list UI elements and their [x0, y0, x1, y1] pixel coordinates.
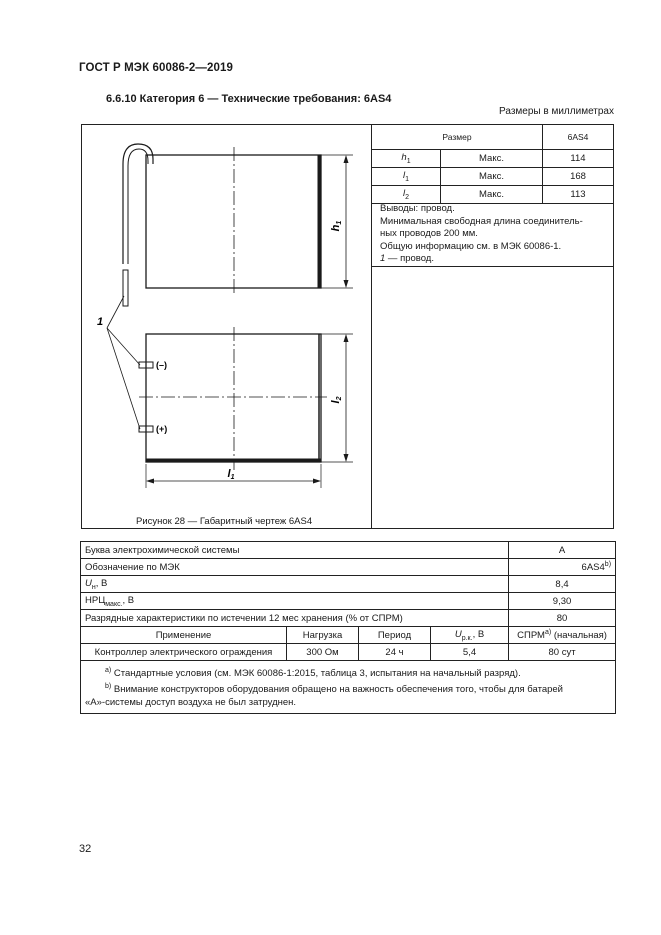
note-line: Общую информацию см. в МЭК 60086-1. [380, 241, 562, 252]
application-header-row [81, 627, 616, 644]
dimension-limit: Макс. [441, 168, 543, 186]
battery-drawing [81, 124, 371, 529]
bottom-view-body [146, 334, 321, 462]
callout-leader-top [107, 296, 124, 328]
footnotes-row [81, 661, 616, 714]
positive-terminal-label: (+) [156, 424, 168, 434]
table-footnotes [81, 661, 616, 714]
application-period: 24 ч [359, 644, 431, 661]
dimension-value: 168 [543, 168, 614, 186]
lead-lower-segment [123, 270, 128, 306]
properties-table [80, 541, 616, 714]
application-name: Контроллер электрического ограждения [81, 644, 287, 661]
header-load: Нагрузка [287, 627, 359, 644]
application-row [81, 644, 616, 661]
footnote-b-continued: «А»-системы доступ воздуха не был затруднен. [85, 697, 297, 709]
property-label: $U_н$, В [81, 576, 509, 593]
note-line: Выводы: провод. [380, 203, 455, 214]
page-number: 32 [79, 843, 92, 855]
dimension-symbol: $h_1$ [372, 150, 441, 168]
section-title: 6.6.10 Категория 6 — Технические требования: 6AS4 [106, 93, 392, 105]
dimension-limit: Макс. [441, 150, 543, 168]
units-note: Размеры в миллиметрах [499, 106, 614, 117]
footnote-a: $^{a)}$ Стандартные условия (см. МЭК 60086-1:2015, таблица 3, испытания на начальный разряд). [105, 667, 521, 680]
dimension-row [372, 168, 613, 186]
property-label: Разрядные характеристики по истечении 12 мес хранения (% от СПРМ) [81, 610, 509, 627]
application-sprm: 80 сут [509, 644, 616, 661]
property-label: $НРЦ_{макс.}$, В [81, 593, 509, 610]
lead-wire-inner [128, 149, 148, 264]
document-header: ГОСТ Р МЭК 60086-2—2019 [79, 62, 233, 74]
header-type: 6AS4 [543, 125, 614, 150]
property-value: 8,4 [509, 576, 616, 593]
dimension-symbol: $l_1$ [372, 168, 441, 186]
dimension-value: 113 [543, 186, 614, 204]
application-end-voltage: 5,4 [431, 644, 509, 661]
figure-notes [372, 199, 613, 267]
l2-label: l2 [330, 396, 343, 404]
dimension-table-header [372, 125, 613, 150]
callout-leader-bottom [107, 328, 140, 429]
header-application: Применение [81, 627, 287, 644]
negative-terminal-label: (–) [156, 360, 167, 370]
property-row [81, 576, 616, 593]
top-view-body [146, 155, 321, 288]
footnote-b: $^{b)}$ Внимание конструкторов оборудования обращено на важность обеспечения того, чтобы для батарей [105, 683, 563, 696]
l1-label: l1 [227, 468, 235, 481]
note-line: ных проводов 200 мм. [380, 228, 478, 239]
header-period: Период [359, 627, 431, 644]
header-size: Размер [372, 125, 543, 150]
dimension-row [372, 150, 613, 168]
property-value: 6AS4$^{b)}$ [509, 559, 616, 576]
dimension-limit: Макс. [441, 186, 543, 204]
property-value: 80 [509, 610, 616, 627]
note-line: 1 — провод. [380, 253, 434, 264]
property-value: A [509, 542, 616, 559]
property-row [81, 559, 616, 576]
figure-caption: Рисунок 28 — Габаритный чертеж 6AS4 [136, 516, 313, 527]
callout-leader-mid [107, 328, 140, 365]
h1-label: h1 [330, 220, 343, 232]
header-sprm: СПРМ$^{a)}$ (начальная) [509, 627, 616, 644]
application-load: 300 Ом [287, 644, 359, 661]
lead-callout-label: 1 [97, 316, 104, 328]
property-row [81, 542, 616, 559]
property-value: 9,30 [509, 593, 616, 610]
dimension-value: 114 [543, 150, 614, 168]
property-label: Обозначение по МЭК [81, 559, 509, 576]
dimension-table [372, 125, 613, 204]
property-row [81, 610, 616, 627]
note-line: Минимальная свободная длина соединитель- [380, 216, 583, 227]
header-end-voltage: $U_{р.к.}$, В [431, 627, 509, 644]
property-label: Буква электрохимической системы [81, 542, 509, 559]
dimension-symbol: $l_2$ [372, 186, 441, 204]
property-row [81, 593, 616, 610]
